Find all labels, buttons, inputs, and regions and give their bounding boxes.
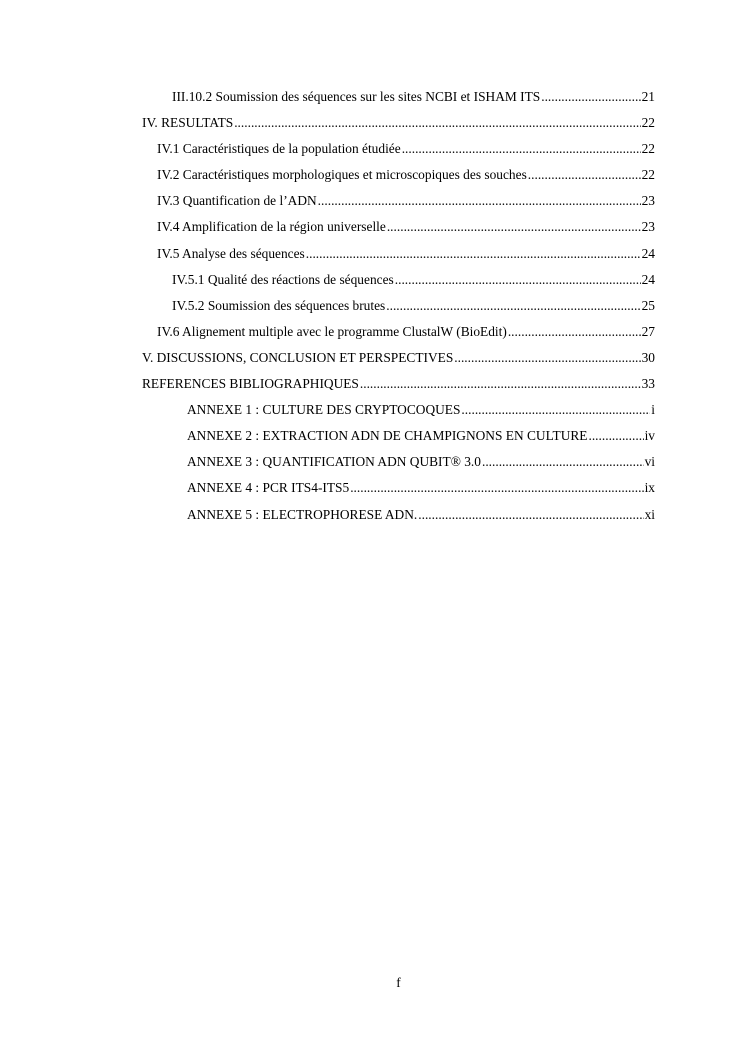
toc-dot-leader xyxy=(528,164,641,186)
toc-entry[interactable] xyxy=(142,243,655,269)
toc-entry-title: ANNEXE 5 : ELECTROPHORESE ADN. xyxy=(187,506,418,522)
toc-entry-page: iv xyxy=(644,428,655,444)
toc-entry[interactable] xyxy=(142,347,655,373)
toc-entry-page: i xyxy=(651,402,655,418)
toc-entry-title: V. DISCUSSIONS, CONCLUSION ET PERSPECTIVES xyxy=(142,349,454,365)
toc-entry-title: IV.4 Amplification de la région universelle xyxy=(157,219,386,235)
toc-entry-title: IV.2 Caractéristiques morphologiques et microscopiques des souches xyxy=(157,167,527,183)
toc-entry[interactable] xyxy=(142,321,655,347)
toc-entry-page: 22 xyxy=(641,141,655,157)
toc-dot-leader xyxy=(508,321,641,343)
toc-entry[interactable] xyxy=(142,138,655,164)
toc-entry[interactable] xyxy=(142,295,655,321)
toc-dot-leader xyxy=(395,269,641,291)
toc-entry-page: ix xyxy=(644,480,655,496)
toc-entry-page: 22 xyxy=(641,115,655,131)
toc-entry-page: 24 xyxy=(641,245,655,261)
toc-entry-title: IV. RESULTATS xyxy=(142,115,234,131)
toc-entry-page: 23 xyxy=(641,193,655,209)
toc-entry-page: 21 xyxy=(641,89,655,104)
toc-entry[interactable] xyxy=(142,164,655,190)
toc-entry-title: ANNEXE 1 : CULTURE DES CRYPTOCOQUES xyxy=(187,402,461,418)
toc-entry-page: 25 xyxy=(641,297,655,313)
toc-dot-leader xyxy=(461,399,650,421)
toc-entry-title: IV.3 Quantification de l’ADN xyxy=(157,193,317,209)
table-of-contents xyxy=(142,86,655,530)
toc-entry-page: 23 xyxy=(641,219,655,235)
toc-entry-title: IV.1 Caractéristiques de la population étudiée xyxy=(157,141,401,157)
toc-entry[interactable] xyxy=(142,190,655,216)
toc-dot-leader xyxy=(360,373,641,395)
toc-entry-title: ANNEXE 3 : QUANTIFICATION ADN QUBIT® 3.0 xyxy=(187,454,481,470)
toc-entry-title: IV.5.2 Soumission des séquences brutes xyxy=(172,297,386,313)
toc-entry-page: 27 xyxy=(641,323,655,339)
toc-entry[interactable] xyxy=(142,86,655,112)
toc-entry-page: 24 xyxy=(641,271,655,287)
toc-dot-leader xyxy=(454,347,640,369)
toc-entry[interactable] xyxy=(142,112,655,138)
toc-dot-leader xyxy=(306,243,641,265)
toc-entry-annex[interactable] xyxy=(142,399,655,425)
toc-entry-page: vi xyxy=(644,454,655,470)
toc-entry-page: 22 xyxy=(641,167,655,183)
toc-entry-page: xi xyxy=(644,506,655,522)
toc-dot-leader xyxy=(387,216,641,238)
toc-dot-leader xyxy=(350,477,643,499)
toc-dot-leader xyxy=(482,451,644,473)
toc-dot-leader xyxy=(318,190,641,212)
toc-entry-title: ANNEXE 4 : PCR ITS4-ITS5 xyxy=(187,480,350,496)
toc-entry-title: IV.5 Analyse des séquences xyxy=(157,245,305,261)
toc-entry-annex[interactable] xyxy=(142,504,655,530)
toc-entry-page: 30 xyxy=(641,349,655,365)
toc-dot-leader xyxy=(418,504,643,526)
toc-entry-annex[interactable] xyxy=(142,425,655,451)
toc-entry-title: REFERENCES BIBLIOGRAPHIQUES xyxy=(142,376,359,392)
toc-dot-leader xyxy=(234,112,640,134)
toc-dot-leader xyxy=(402,138,641,160)
toc-dot-leader xyxy=(588,425,643,447)
toc-entry-title: ANNEXE 2 : EXTRACTION ADN DE CHAMPIGNONS EN CULTURE xyxy=(187,428,588,444)
toc-entry-title: III.10.2 Soumission des séquences sur les sites NCBI et ISHAM ITS xyxy=(172,89,541,104)
toc-dot-leader xyxy=(386,295,640,317)
page-footer-number: f xyxy=(396,975,401,990)
toc-entry-annex[interactable] xyxy=(142,451,655,477)
toc-entry[interactable] xyxy=(142,269,655,295)
toc-entry-title: IV.6 Alignement multiple avec le programme ClustalW (BioEdit) xyxy=(157,323,507,339)
toc-entry[interactable] xyxy=(142,216,655,242)
toc-entry-title: IV.5.1 Qualité des réactions de séquences xyxy=(172,271,394,287)
toc-dot-leader xyxy=(541,86,640,108)
toc-entry[interactable] xyxy=(142,373,655,399)
toc-entry-annex[interactable] xyxy=(142,477,655,503)
toc-entry-page: 33 xyxy=(641,376,655,392)
